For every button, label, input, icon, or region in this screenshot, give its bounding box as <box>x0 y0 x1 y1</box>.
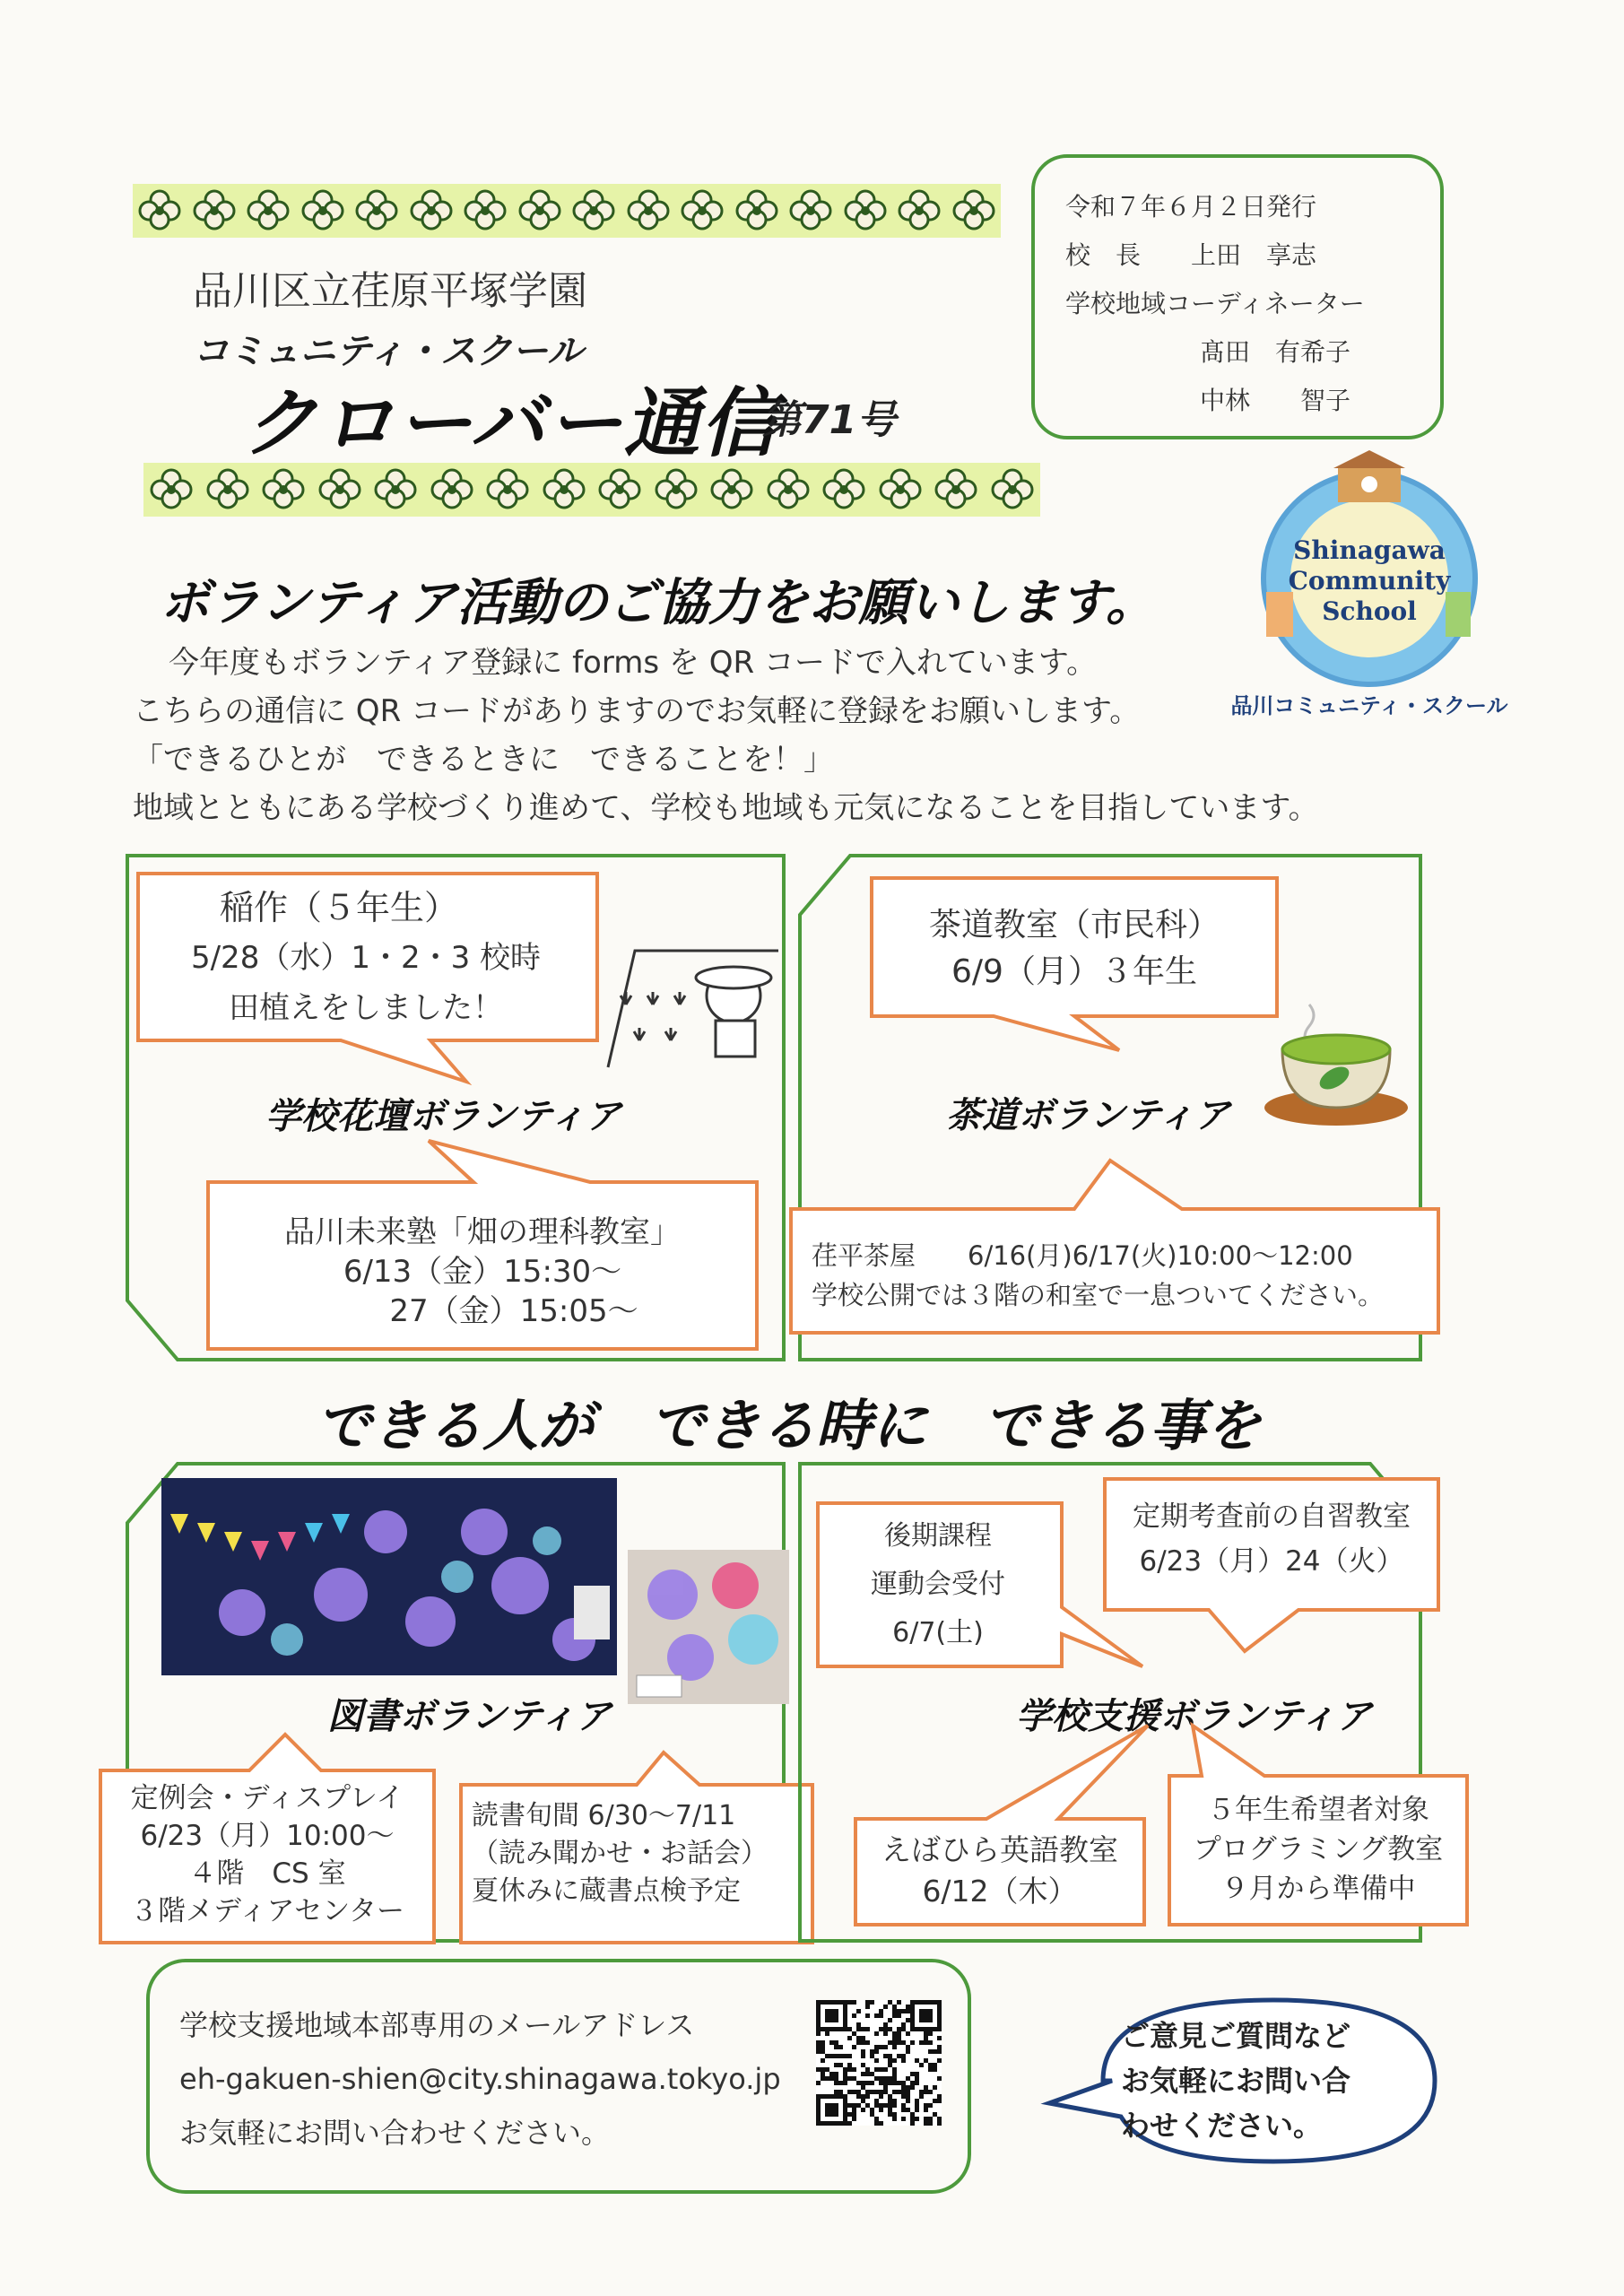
clover-icon <box>625 187 672 234</box>
farm-class-title: 品川未来塾「畑の理科教室」 <box>284 1214 681 1250</box>
farm-class-date-2: 27（金）15:05～ <box>389 1293 638 1329</box>
study-room-line-2: 6/23（月）24（火） <box>1139 1545 1404 1578</box>
clover-icon <box>734 187 780 234</box>
tea-cup-illustration <box>1255 996 1417 1130</box>
study-room-line-1: 定期考査前の自習教室 <box>1133 1500 1411 1533</box>
logo-line1: Shinagawa <box>1293 535 1446 565</box>
clover-icon <box>765 466 812 513</box>
farmer-illustration <box>599 933 787 1076</box>
community-school-label: コミュニティ・スクール <box>193 331 584 372</box>
clover-icon <box>877 466 924 513</box>
study-room-bubble <box>1105 1494 1438 1584</box>
sports-day-line-1: 後期課程 <box>884 1520 992 1552</box>
coordinator-title: 学校地域コーディネーター <box>1065 289 1365 318</box>
programming-class-line-1: ５年生希望者対象 <box>1207 1794 1429 1826</box>
clover-icon <box>896 187 942 234</box>
registration-qr-code[interactable] <box>816 2000 942 2126</box>
contact-line-3: お気軽にお問い合わせください。 <box>179 2116 611 2150</box>
clover-icon <box>787 187 834 234</box>
library-volunteer-title: 図書ボランティア <box>327 1696 612 1737</box>
issue-number: 第71号 <box>762 397 897 443</box>
speech-bubble <box>1121 2013 1350 2148</box>
english-class-line-2: 6/12（木） <box>922 1874 1078 1909</box>
library-meeting-line-1: 定例会・ディスプレイ <box>130 1782 404 1814</box>
clover-icon <box>933 466 979 513</box>
programming-class-line-2: プログラミング教室 <box>1193 1833 1444 1866</box>
clover-icon <box>596 466 643 513</box>
clover-icon <box>708 466 755 513</box>
rice-date: 5/28（水）1・2・3 校時 <box>190 940 542 976</box>
clover-icon <box>245 187 291 234</box>
clover-icon <box>653 466 699 513</box>
tea-class-bubble <box>872 902 1277 996</box>
clover-icon <box>429 466 475 513</box>
coordinator-1: 髙田 有希子 <box>1200 337 1351 367</box>
contact-line-1: 学校支援地域本部専用のメールアドレス <box>179 2008 695 2042</box>
english-class-line-1: えばひら英語教室 <box>881 1832 1118 1867</box>
intro-line-4: 地域とともにある学校づくり進めて、学校も地域も元気になることを目指しています。 <box>133 790 1319 826</box>
clover-icon <box>204 466 251 513</box>
contact-email[interactable]: eh-gakuen-shien@city.shinagawa.tokyo.jp <box>179 2062 781 2096</box>
library-meeting-bubble <box>100 1779 434 1930</box>
tea-class-date: 6/9（月）３年生 <box>951 953 1197 990</box>
support-volunteer-title: 学校支援ボランティア <box>1016 1696 1372 1737</box>
sports-day-bubble <box>818 1512 1058 1657</box>
clover-icon <box>317 466 363 513</box>
rice-planting-bubble <box>135 883 597 1033</box>
publication-date: 令和７年６月２日発行 <box>1065 192 1317 222</box>
library-craft-photo <box>628 1550 789 1704</box>
intro-line-3: 「できるひとが できるときに できることを！」 <box>133 742 834 778</box>
clover-icon <box>517 187 563 234</box>
clover-band-top <box>133 184 1001 238</box>
clover-icon <box>191 187 238 234</box>
clover-icon <box>260 466 307 513</box>
reading-week-line-2: （読み聞かせ・お話会） <box>472 1838 768 1869</box>
intro-line-2: こちらの通信に QR コードがありますのでお気軽に登録をお願いします。 <box>133 693 1141 729</box>
sports-day-line-3: 6/7(土) <box>892 1617 984 1648</box>
slogan: できる人が できる時に できる事を <box>316 1393 1262 1458</box>
rice-note: 田植えをしました！ <box>229 990 503 1026</box>
contact-text <box>179 1998 781 2160</box>
logo-line3: School <box>1322 596 1417 626</box>
reading-week-line-3: 夏休みに蔵書点検予定 <box>472 1875 741 1907</box>
english-class-bubble <box>855 1830 1144 1912</box>
library-meeting-line-2: 6/23（月）10:00～ <box>140 1820 395 1852</box>
coordinator-2: 中林 智子 <box>1200 386 1351 415</box>
clover-icon <box>989 466 1036 513</box>
clover-icon <box>821 466 867 513</box>
reading-week-bubble <box>472 1797 768 1910</box>
school-name: 品川区立荏原平塚学園 <box>193 268 587 314</box>
tea-house-line-1: 荏平茶屋 6/16(月)6/17(火)10:00～12:00 <box>812 1240 1353 1271</box>
tea-class-title: 茶道教室（市民科） <box>928 907 1220 944</box>
clover-icon <box>951 187 997 234</box>
speech-line-1: ご意見ご質問など <box>1121 2019 1351 2053</box>
clover-icon <box>570 187 617 234</box>
newsletter-title: クローバー通信 <box>242 379 778 467</box>
sports-day-line-2: 運動会受付 <box>871 1569 1005 1600</box>
logo-line2: Community <box>1288 566 1451 596</box>
programming-class-bubble <box>1169 1790 1467 1909</box>
clover-icon <box>372 466 419 513</box>
flower-volunteer-title: 学校花壇ボランティア <box>265 1096 621 1137</box>
clover-icon <box>148 466 195 513</box>
principal: 校 長 上田 享志 <box>1065 240 1317 270</box>
logo-caption: 品川コミュニティ・スクール <box>1230 693 1508 718</box>
publication-info-box <box>1031 154 1444 439</box>
clover-icon <box>353 187 400 234</box>
clover-icon <box>408 187 455 234</box>
intro-line-1: 今年度もボランティア登録に forms を QR コードで入れています。 <box>169 645 1098 681</box>
rice-title: 稲作（５年生） <box>219 888 458 927</box>
clover-icon <box>679 187 725 234</box>
clover-icon <box>136 187 183 234</box>
farm-class-date-1: 6/13（金）15:30～ <box>343 1254 622 1290</box>
clover-icon <box>541 466 587 513</box>
tea-volunteer-title: 茶道ボランティア <box>946 1095 1230 1136</box>
clover-icon <box>300 187 346 234</box>
programming-class-line-3: ９月から準備中 <box>1220 1873 1416 1905</box>
tea-house-bubble <box>812 1236 1384 1315</box>
library-display-photo <box>161 1478 617 1675</box>
farm-class-bubble <box>208 1213 757 1331</box>
tea-house-line-2: 学校公開では３階の和室で一息ついてください。 <box>812 1280 1385 1310</box>
library-meeting-line-4: ３階メディアセンター <box>130 1895 404 1927</box>
clover-icon <box>462 187 508 234</box>
clover-icon <box>484 466 531 513</box>
intro-text <box>133 639 1319 832</box>
speech-line-3: わせください。 <box>1121 2109 1323 2143</box>
clover-icon <box>842 187 889 234</box>
main-headline: ボランティア活動のご協力をお願いします。 <box>160 574 1157 632</box>
library-meeting-line-3: ４階 CS 室 <box>188 1857 346 1890</box>
speech-line-2: お気軽にお問い合 <box>1121 2064 1351 2098</box>
reading-week-line-1: 読書旬間 6/30～7/11 <box>472 1800 736 1831</box>
